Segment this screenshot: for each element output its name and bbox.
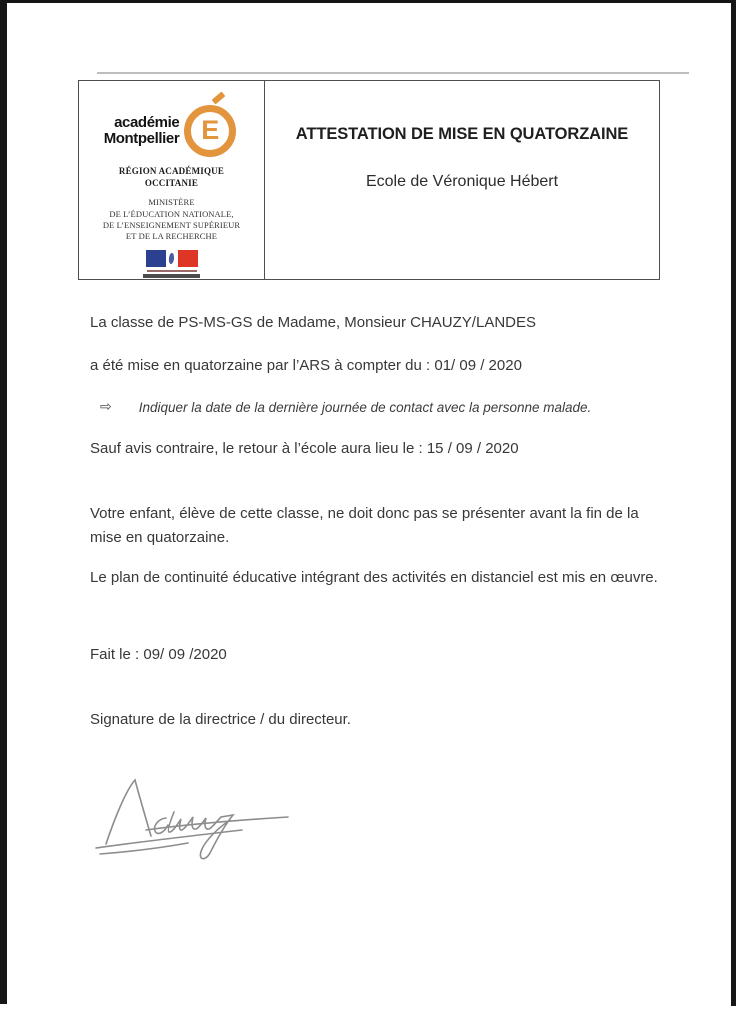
ministry-name	[103, 197, 240, 242]
region-line2: OCCITANIE	[144, 177, 199, 188]
e-letter: E	[201, 115, 220, 145]
header-table	[78, 80, 660, 280]
academy-logo	[104, 94, 240, 158]
flag-caption-line2	[143, 274, 200, 278]
header-title-cell	[265, 81, 659, 279]
french-flag-marianne-icon	[146, 250, 198, 267]
signature-svg	[90, 768, 300, 868]
document-title: ATTESTATION DE MISE EN QUATORZAINE	[295, 125, 629, 143]
photo-edge-left	[0, 0, 7, 1004]
education-nationale-e-icon	[181, 94, 239, 158]
header-logo-cell	[79, 81, 265, 279]
region-line1: RÉGION ACADÉMIQUE	[118, 166, 225, 176]
flag-caption-line1	[147, 270, 197, 272]
marianne-silhouette	[168, 253, 174, 265]
issued-date-line: Fait le : 09/ 09 /2020	[90, 646, 227, 663]
return-date-line: Sauf avis contraire, le retour à l’école aura lieu le : 15 / 09 / 2020	[90, 440, 519, 457]
flag-white-band	[166, 250, 178, 267]
academy-name-line1: académie	[114, 114, 180, 132]
instruction-note-text: Indiquer la date de la dernière journée de contact avec la personne malade.	[138, 400, 592, 415]
arrow-bullet-icon: ⇨	[100, 398, 112, 414]
class-line: La classe de PS-MS-GS de Madame, Monsieur CHAUZY/LANDES	[90, 314, 536, 331]
flag-blue-band	[146, 250, 166, 267]
photo-edge-top	[0, 0, 736, 3]
e-accent-mark	[212, 92, 226, 105]
instruction-note	[100, 399, 591, 415]
signature-handwriting	[90, 768, 300, 868]
ministry-line1: MINISTÈRE	[148, 197, 195, 208]
quarantine-start-line: a été mise en quatorzaine par l’ARS à compter du : 01/ 09 / 2020	[90, 357, 522, 374]
paragraph-continuity-plan: Le plan de continuité éducative intégrant des activités en distanciel est mis en œuvre.	[90, 569, 658, 586]
ministry-line4: ET DE LA RECHERCHE	[125, 231, 218, 242]
signature-label: Signature de la directrice / du directeur.	[90, 711, 351, 728]
academy-name-line2: Montpellier	[103, 130, 180, 147]
scan-artifact-line	[97, 72, 689, 74]
flag-red-band	[178, 250, 198, 267]
photo-edge-right	[731, 0, 736, 1006]
region-academique	[119, 166, 224, 189]
school-name: Ecole de Véronique Hébert	[365, 173, 559, 190]
paragraph-no-show: Votre enfant, élève de cette classe, ne doit donc pas se présenter avant la fin de la mise en quatorzaine.	[90, 505, 639, 546]
ministry-line2: DE L’ÉDUCATION NATIONALE,	[109, 208, 234, 219]
academy-name	[104, 115, 180, 147]
ministry-line3: DE L’ENSEIGNEMENT SUPÉRIEUR	[102, 219, 241, 230]
e-ring	[184, 105, 236, 157]
